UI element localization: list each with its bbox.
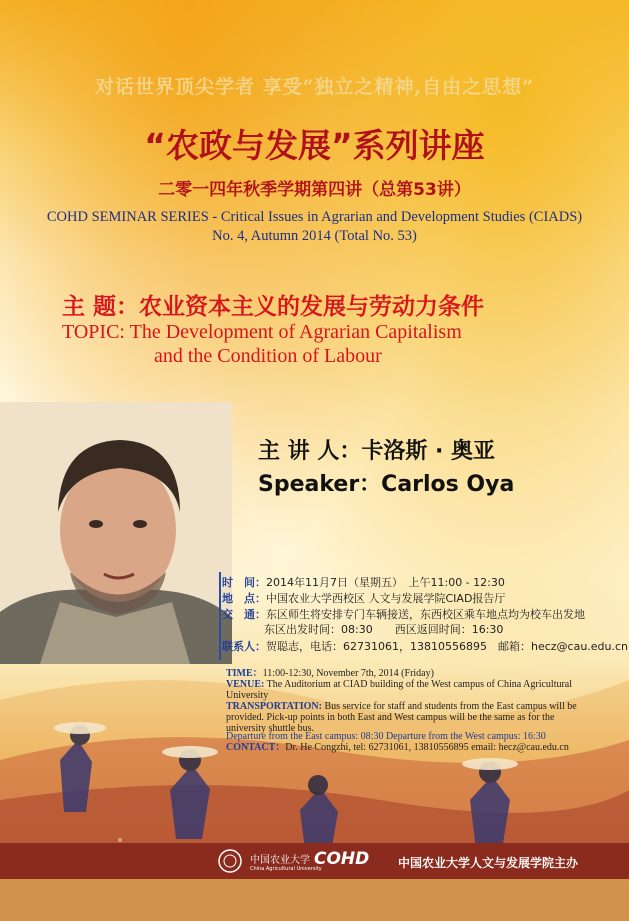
speaker-chinese: 主 讲 人：卡洛斯 · 奥亚 [258, 439, 495, 464]
transport-label: 交 通： [222, 608, 266, 621]
time-value-en: 11:00-12:30, November 7th, 2014 (Friday) [262, 668, 434, 679]
organizer-text: 中国农业大学人文与发展学院主办 [398, 856, 579, 870]
cohd-logo: COHD [314, 849, 370, 869]
info-transport-times-cn: 东区出发时间：08:30 西区返回时间：16:30 [264, 623, 504, 636]
university-seal-icon [217, 848, 243, 874]
series-english [0, 208, 629, 246]
tagline: 对话世界顶尖学者 享受“独立之精神,自由之思想” [94, 76, 535, 98]
time-value: 2014年11月7日（星期五） 上午11:00 - 12:30 [266, 576, 505, 589]
contact-value-en: Dr. He Congzhi, tel: 62731061, 13810556895 email: hecz@cau.edu.cn [285, 742, 569, 753]
venue-label-en: VENUE: [226, 679, 265, 690]
topic-chinese: 主 题：农业资本主义的发展与劳动力条件 [62, 294, 485, 320]
topic-english-line2: and the Condition of Labour [154, 345, 382, 367]
info-divider [219, 572, 221, 660]
info-venue-cn [222, 590, 505, 606]
series-subtitle: 二零一四年秋季学期第四讲（总第53讲） [158, 180, 471, 200]
venue-value-en: The Auditorium at CIAD building of the West campus of China Agricultural University [226, 679, 573, 701]
venue-label: 地 点： [222, 592, 266, 605]
venue-value: 中国农业大学西校区 人文与发展学院CIAD报告厅 [266, 592, 506, 605]
series-english-line1: COHD SEMINAR SERIES - Critical Issues in Agrarian and Development Studies (CIADS) [46, 209, 583, 225]
info-contact-cn [222, 638, 628, 654]
time-label-en: TIME： [226, 668, 263, 679]
series-english-line2: No. 4, Autumn 2014 (Total No. 53) [212, 228, 417, 244]
series-title: “农政与发展”系列讲座 [144, 126, 485, 165]
info-time-cn [222, 574, 505, 590]
transport-label-en: TRANSPORTATION: [226, 701, 322, 712]
university-logo-text [250, 851, 322, 873]
info-transport-en [226, 701, 586, 734]
info-transport-cn [222, 606, 585, 622]
info-departure-en: Departure from the East campus: 08:30 Departure from the West campus: 16:30 [226, 731, 546, 742]
info-venue-en [226, 679, 586, 701]
university-name: 中国农业大学 [250, 855, 310, 866]
topic-english [62, 320, 462, 368]
speaker-english: Speaker：Carlos Oya [258, 472, 515, 497]
contact-label-en: CONTACT： [226, 742, 286, 753]
transport-value: 东区师生将安排专门车辆接送，东西校区乘车地点均为校车出发地 [266, 608, 585, 621]
info-time-en [226, 668, 586, 679]
topic-english-line1: TOPIC: The Development of Agrarian Capitalism [62, 321, 462, 343]
speaker-photo [0, 402, 232, 664]
contact-label: 联系人： [222, 640, 266, 653]
time-label: 时 间： [222, 576, 266, 589]
contact-value: 贺聪志，电话：62731061，13810556895 邮箱：hecz@cau.edu.cn [266, 640, 629, 653]
info-contact-en [226, 742, 586, 753]
transport-value-en: Bus service for staff and students from the East campus will be provided. Pick-up points in both East and West campus will be the same as for the university shuttle bus. [226, 701, 577, 734]
university-name-en: China Agricultural University [250, 866, 322, 872]
